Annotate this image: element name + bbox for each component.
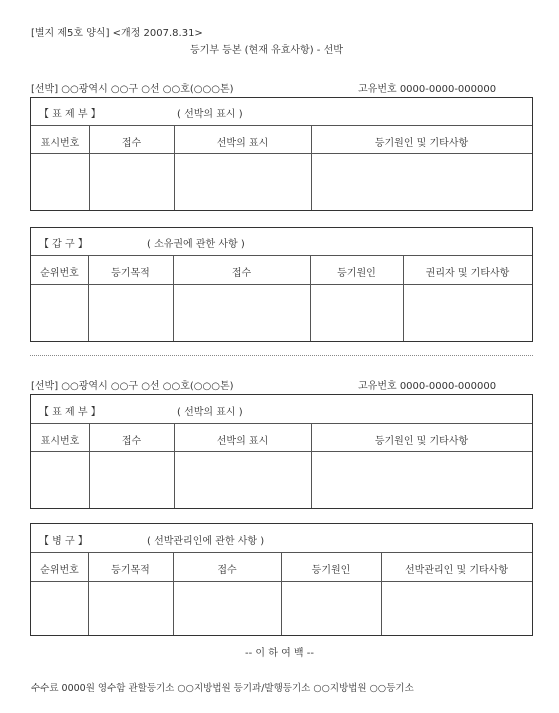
col-header: 선박관리인 및 기타사항 xyxy=(405,565,508,576)
col-header: 접수 xyxy=(231,268,252,279)
ship-info-line: [선박] ○○광역시 ○○구 ○선 ○○호(○○○톤) xyxy=(31,84,234,95)
unique-id-line: 고유번호 0000-0000-000000 xyxy=(358,84,497,95)
col-header: 등기목적 xyxy=(111,268,150,279)
ownership-section-table xyxy=(30,227,533,342)
col-header: 순위번호 xyxy=(40,565,79,576)
blank-below-note: -- 이 하 여 백 -- xyxy=(245,648,314,659)
table-subtitle: ( 선박의 표시 ) xyxy=(177,109,243,120)
table-title: 【 갑 구 】 xyxy=(39,239,88,250)
title-section-table xyxy=(30,97,533,211)
manager-section-table xyxy=(30,523,533,636)
col-header: 등기원인 및 기타사항 xyxy=(374,138,469,149)
col-header: 등기원인 xyxy=(337,268,376,279)
document-title: 등기부 등본 (현재 유효사항) - 선박 xyxy=(190,45,343,56)
col-header: 선박의 표시 xyxy=(216,138,269,149)
title-section-table xyxy=(30,394,533,509)
page-separator xyxy=(30,355,533,356)
col-header: 권리자 및 기타사항 xyxy=(425,268,510,279)
col-header: 선박의 표시 xyxy=(216,436,269,447)
unique-id-line: 고유번호 0000-0000-000000 xyxy=(358,381,497,392)
col-header: 등기원인 및 기타사항 xyxy=(374,436,469,447)
col-header: 접수 xyxy=(121,436,142,447)
col-header: 표시번호 xyxy=(40,436,80,447)
ship-info-line: [선박] ○○광역시 ○○구 ○선 ○○호(○○○톤) xyxy=(31,381,234,392)
col-header: 순위번호 xyxy=(40,268,79,279)
table-subtitle: ( 선박관리인에 관한 사항 ) xyxy=(147,536,265,547)
form-reference: [별지 제5호 양식] <개정 2007.8.31> xyxy=(31,28,203,39)
table-title: 【 표 제 부 】 xyxy=(39,407,101,418)
table-title: 【 병 구 】 xyxy=(39,536,88,547)
col-header: 표시번호 xyxy=(40,138,80,149)
table-title: 【 표 제 부 】 xyxy=(39,109,101,120)
table-subtitle: ( 선박의 표시 ) xyxy=(177,407,243,418)
col-header: 접수 xyxy=(121,138,142,149)
fee-and-registry-line: 수수료 0000원 영수함 관할등기소 ○○지방법원 등기과/발행등기소 ○○지방법원 ○○등기소 xyxy=(31,683,414,694)
col-header: 등기원인 xyxy=(311,565,351,576)
col-header: 등기목적 xyxy=(111,565,150,576)
table-subtitle: ( 소유권에 관한 사항 ) xyxy=(147,239,245,250)
col-header: 접수 xyxy=(217,565,237,576)
